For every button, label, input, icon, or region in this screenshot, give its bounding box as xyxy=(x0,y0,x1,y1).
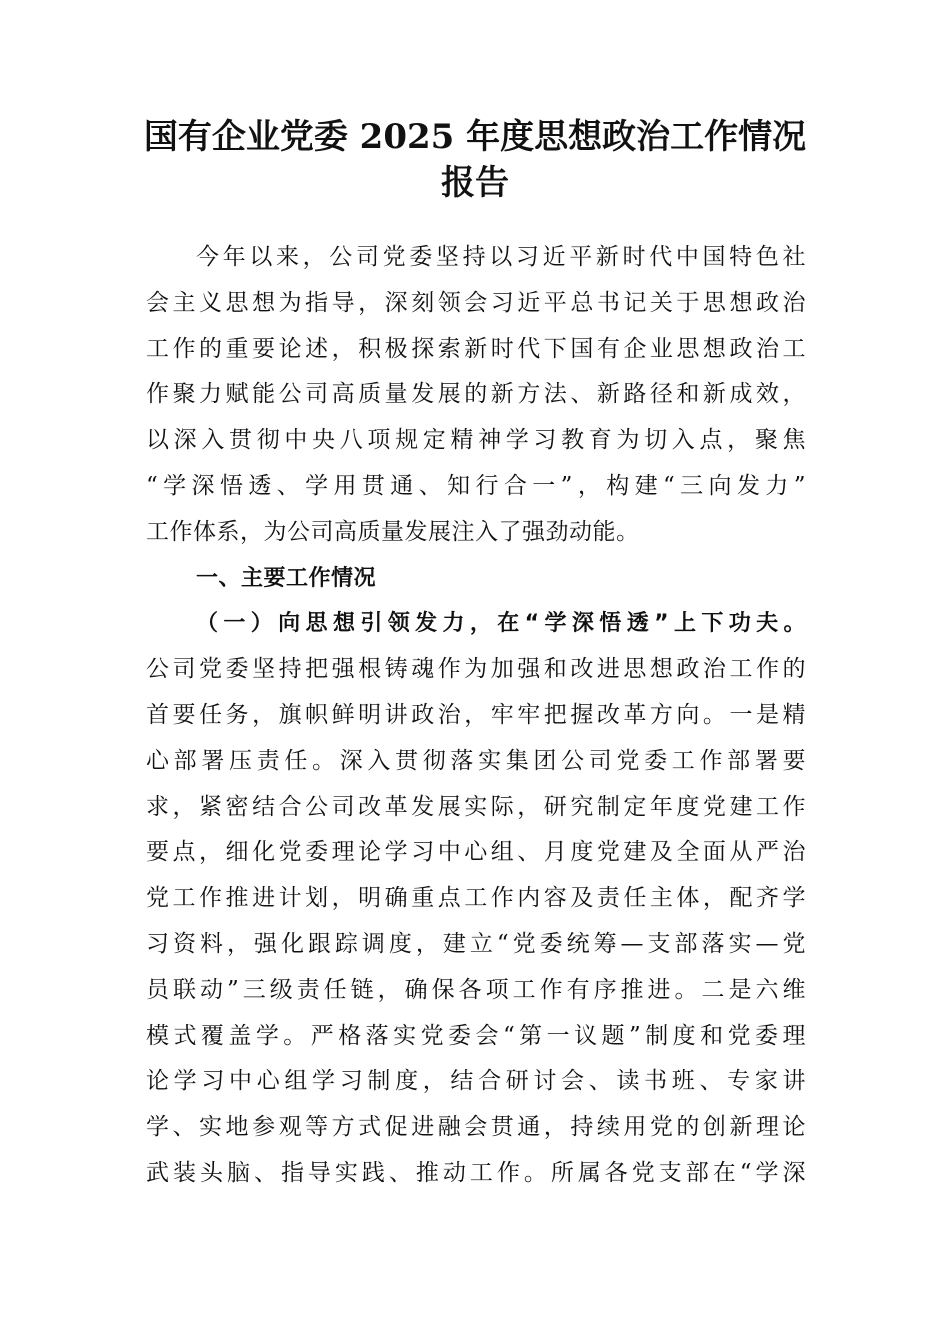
paragraph-line: 首要任务，旗帜鲜明讲政治，牢牢把握改革方向。一是精 xyxy=(146,701,806,728)
paragraph-line: 模式覆盖学。严格落实党委会“第一议题”制度和党委理 xyxy=(146,1022,806,1049)
intro-line: 会主义思想为指导，深刻领会习近平总书记关于思想政治 xyxy=(146,289,806,316)
intro-line: “学深悟透、学用贯通、知行合一”，构建“三向发力” xyxy=(146,472,806,499)
paragraph-line: 公司党委坚持把强根铸魂作为加强和改进思想政治工作的 xyxy=(146,656,806,683)
document-body xyxy=(146,235,806,1197)
section-heading: 一、主要工作情况 xyxy=(196,565,377,591)
paragraph-line: 习资料，强化跟踪调度，建立“党委统筹—支部落实—党 xyxy=(146,930,806,957)
paragraph-line: 党工作推进计划，明确重点工作内容及责任主体，配齐学 xyxy=(146,885,806,912)
intro-line: 今年以来，公司党委坚持以习近平新时代中国特色社 xyxy=(196,244,806,270)
paragraph-line: 论学习中心组学习制度，结合研讨会、读书班、专家讲 xyxy=(146,1068,806,1095)
intro-line: 工作的重要论述，积极探索新时代下国有企业思想政治工 xyxy=(146,335,806,362)
document-title-line-2: 报告 xyxy=(441,163,509,203)
paragraph-line: 武装头脑、指导实践、推动工作。所属各党支部在“学深 xyxy=(146,1159,806,1186)
intro-line: 作聚力赋能公司高质量发展的新方法、新路径和新成效， xyxy=(146,381,806,408)
paragraph-line: 要点，细化党委理论学习中心组、月度党建及全面从严治 xyxy=(146,839,806,866)
paragraph-line: 员联动”三级责任链，确保各项工作有序推进。二是六维 xyxy=(146,976,806,1003)
document-title-line-1: 国有企业党委 2025 年度思想政治工作情况 xyxy=(143,117,807,157)
intro-line: 以深入贯彻中央八项规定精神学习教育为切入点，聚焦 xyxy=(146,427,806,454)
paragraph-line: 学、实地参观等方式促进融会贯通，持续用党的创新理论 xyxy=(146,1114,806,1141)
intro-line: 工作体系，为公司高质量发展注入了强劲动能。 xyxy=(146,518,640,545)
paragraph-line: 心部署压责任。深入贯彻落实集团公司党委工作部署要 xyxy=(146,747,806,774)
paragraph-line: 求，紧密结合公司改革发展实际，研究制定年度党建工作 xyxy=(146,793,806,820)
subsection-heading: （一）向思想引领发力，在“学深悟透”上下功夫。 xyxy=(196,611,806,637)
